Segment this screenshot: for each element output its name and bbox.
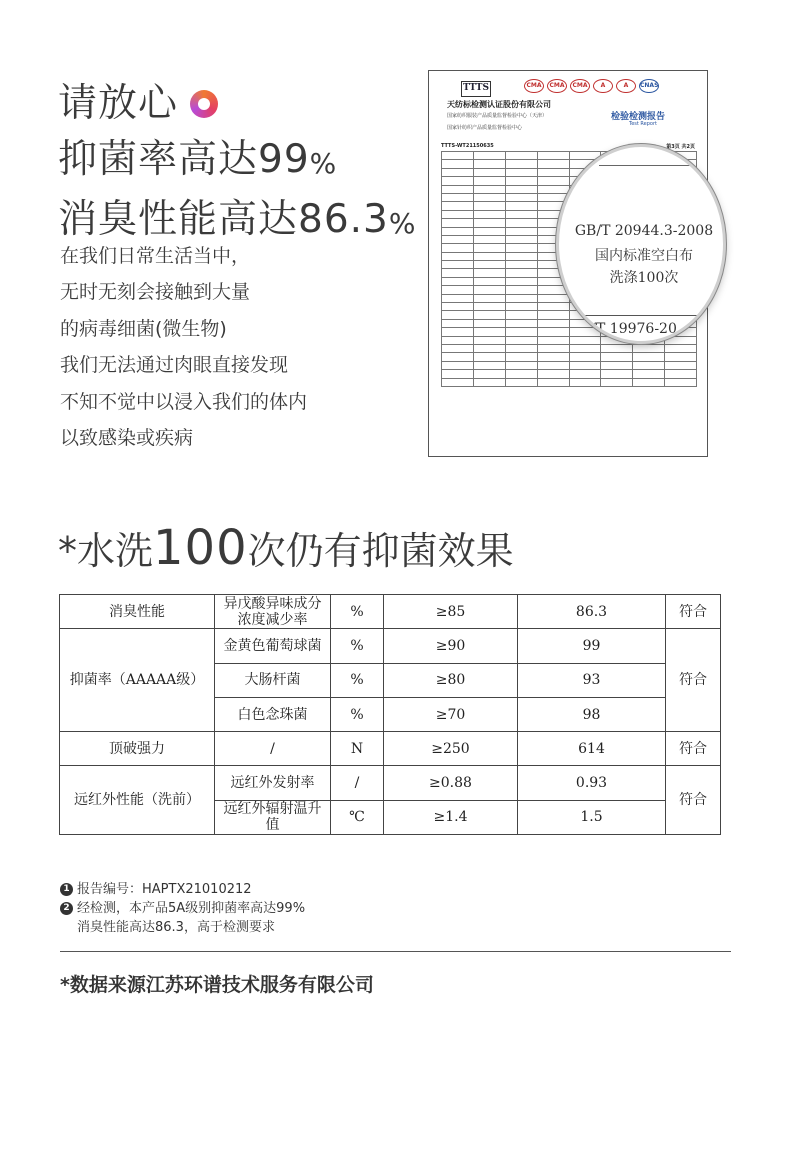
magnifier-blank-cloth: 国内标准空白布 bbox=[595, 248, 693, 264]
report-table-row bbox=[442, 344, 697, 352]
report-table-cell bbox=[442, 261, 474, 269]
report-table-cell bbox=[537, 378, 569, 386]
unit-cell: / bbox=[331, 766, 384, 800]
report-table-cell bbox=[505, 235, 537, 243]
report-table-cell bbox=[473, 303, 505, 311]
report-table-cell bbox=[665, 353, 697, 361]
verdict-cell: 符合 bbox=[666, 766, 721, 835]
report-table-cell bbox=[601, 344, 633, 352]
requirement-cell: ≥90 bbox=[384, 629, 518, 663]
report-table-cell bbox=[473, 185, 505, 193]
report-table-cell bbox=[442, 286, 474, 294]
cma-mark-icon: CMA bbox=[547, 79, 567, 93]
item-cell: 远红外辐射温升值 bbox=[215, 800, 331, 834]
data-source: *数据来源江苏环谱技术服务有限公司 bbox=[60, 974, 374, 996]
report-table-cell bbox=[473, 177, 505, 185]
report-table-cell bbox=[473, 328, 505, 336]
section-title-suffix: 次仍有抑菌效果 bbox=[247, 529, 514, 573]
report-table-cell bbox=[473, 152, 505, 160]
value-cell: 93 bbox=[518, 663, 666, 697]
report-table-cell bbox=[601, 361, 633, 369]
item-cell: 远红外发射率 bbox=[215, 766, 331, 800]
verdict-cell: 符合 bbox=[666, 629, 721, 732]
report-table-cell bbox=[442, 227, 474, 235]
value-cell: 1.5 bbox=[518, 800, 666, 834]
report-table-row bbox=[442, 378, 697, 386]
report-table-cell bbox=[442, 235, 474, 243]
report-table-cell bbox=[633, 370, 665, 378]
category-cell: 抑菌率（AAAAA级） bbox=[60, 629, 215, 732]
report-table-cell bbox=[473, 160, 505, 168]
ring-logo-icon bbox=[190, 90, 218, 118]
report-table-cell bbox=[505, 219, 537, 227]
headline bbox=[58, 78, 416, 250]
report-table-cell bbox=[442, 361, 474, 369]
report-table-cell bbox=[442, 152, 474, 160]
value-cell: 98 bbox=[518, 697, 666, 731]
a-mark-icon: A bbox=[616, 79, 636, 93]
headline-antibacterial-text: 抑菌率高达99 bbox=[58, 137, 310, 182]
report-table-cell bbox=[505, 185, 537, 193]
report-table-cell bbox=[442, 353, 474, 361]
category-cell: 消臭性能 bbox=[60, 595, 215, 629]
a-mark-icon: A bbox=[593, 79, 613, 93]
report-table-cell bbox=[442, 344, 474, 352]
report-table-cell bbox=[473, 344, 505, 352]
report-table-cell bbox=[537, 160, 569, 168]
value-cell: 614 bbox=[518, 732, 666, 766]
unit-cell: % bbox=[331, 629, 384, 663]
report-table-cell bbox=[442, 378, 474, 386]
report-table-cell bbox=[537, 319, 569, 327]
certification-marks bbox=[524, 79, 659, 93]
report-table-cell bbox=[442, 311, 474, 319]
report-table-cell bbox=[473, 370, 505, 378]
report-table-cell bbox=[537, 328, 569, 336]
item-cell: 大肠杆菌 bbox=[215, 663, 331, 697]
report-table-cell bbox=[505, 168, 537, 176]
report-center-1: 国家纺织服装产品质量监督检验中心（天津） bbox=[447, 113, 548, 119]
report-title: 检验检测报告 bbox=[611, 112, 666, 122]
report-table-cell bbox=[505, 353, 537, 361]
report-table-cell bbox=[537, 152, 569, 160]
results-table bbox=[59, 594, 721, 835]
intro-line: 不知不觉中以浸入我们的体内 bbox=[60, 390, 308, 413]
report-table-cell bbox=[505, 210, 537, 218]
divider bbox=[60, 951, 731, 952]
requirement-cell: ≥250 bbox=[384, 732, 518, 766]
item-cell: 异戊酸异味成分浓度减少率 bbox=[215, 595, 331, 629]
report-table-cell bbox=[473, 277, 505, 285]
report-table-cell bbox=[537, 370, 569, 378]
report-table-cell bbox=[505, 202, 537, 210]
report-table-cell bbox=[473, 286, 505, 294]
report-table-cell bbox=[537, 344, 569, 352]
headline-percent-unit: % bbox=[388, 207, 417, 240]
verdict-cell: 符合 bbox=[666, 732, 721, 766]
headline-line-2 bbox=[58, 130, 416, 190]
intro-line: 无时无刻会接触到大量 bbox=[60, 281, 251, 304]
report-table-cell bbox=[569, 353, 601, 361]
cma-mark-icon: CMA bbox=[524, 79, 544, 93]
report-table-cell bbox=[442, 210, 474, 218]
report-table-cell bbox=[665, 361, 697, 369]
cnas-mark-icon: CNAS bbox=[639, 79, 659, 93]
requirement-cell: ≥80 bbox=[384, 663, 518, 697]
report-table-cell bbox=[442, 252, 474, 260]
report-table-cell bbox=[505, 193, 537, 201]
report-table-cell bbox=[473, 378, 505, 386]
report-company: 天纺标检测认证股份有限公司 bbox=[447, 100, 551, 109]
report-table-cell bbox=[505, 277, 537, 285]
report-table-cell bbox=[442, 370, 474, 378]
item-cell: / bbox=[215, 732, 331, 766]
verdict-cell: 符合 bbox=[666, 595, 721, 629]
report-table-cell bbox=[601, 353, 633, 361]
report-table-cell bbox=[505, 244, 537, 252]
unit-cell: N bbox=[331, 732, 384, 766]
section-title-prefix: *水洗 bbox=[58, 529, 154, 573]
report-table-cell bbox=[505, 378, 537, 386]
report-table-cell bbox=[473, 311, 505, 319]
requirement-cell: ≥0.88 bbox=[384, 766, 518, 800]
intro-line: 的病毒细菌(微生物) bbox=[60, 317, 227, 340]
note-text: 经检测，本产品5A级别抑菌率高达99% bbox=[77, 901, 306, 916]
report-table-cell bbox=[473, 361, 505, 369]
report-table-cell bbox=[473, 252, 505, 260]
note-2 bbox=[60, 899, 305, 918]
report-table-cell bbox=[473, 202, 505, 210]
report-table-cell bbox=[442, 168, 474, 176]
report-table-cell bbox=[442, 294, 474, 302]
report-table-cell bbox=[505, 152, 537, 160]
unit-cell: ℃ bbox=[331, 800, 384, 834]
report-table-row bbox=[442, 361, 697, 369]
table-row bbox=[60, 629, 721, 663]
unit-cell: % bbox=[331, 697, 384, 731]
note-number-badge: 2 bbox=[60, 902, 73, 915]
item-cell: 白色念珠菌 bbox=[215, 697, 331, 731]
magnifier-standard: GB/T 20944.3-2008 bbox=[574, 223, 714, 239]
report-table-row bbox=[442, 370, 697, 378]
category-cell: 顶破强力 bbox=[60, 732, 215, 766]
report-table-cell bbox=[473, 336, 505, 344]
report-table-cell bbox=[473, 294, 505, 302]
report-table-cell bbox=[569, 378, 601, 386]
report-table-cell bbox=[442, 269, 474, 277]
report-table-cell bbox=[505, 227, 537, 235]
note-text: 报告编号：HAPTX21010212 bbox=[77, 882, 252, 897]
report-table-cell bbox=[473, 261, 505, 269]
report-table-cell bbox=[473, 353, 505, 361]
report-table-cell bbox=[505, 370, 537, 378]
intro-line: 以致感染或疾病 bbox=[60, 427, 194, 450]
report-table-cell bbox=[505, 286, 537, 294]
headline-percent-unit: % bbox=[309, 147, 338, 180]
report-table-cell bbox=[665, 378, 697, 386]
category-cell: 远红外性能（洗前） bbox=[60, 766, 215, 835]
report-subtitle: Test Report bbox=[629, 121, 658, 127]
report-table-cell bbox=[505, 294, 537, 302]
magnifier-top-line bbox=[599, 165, 719, 183]
report-table-cell bbox=[442, 185, 474, 193]
table-row bbox=[60, 595, 721, 629]
report-table-cell bbox=[601, 370, 633, 378]
report-table-cell bbox=[442, 244, 474, 252]
unit-cell: % bbox=[331, 595, 384, 629]
report-table-cell bbox=[505, 160, 537, 168]
report-table-cell bbox=[569, 370, 601, 378]
report-table-cell bbox=[537, 168, 569, 176]
report-table-cell bbox=[473, 210, 505, 218]
report-table-cell bbox=[537, 361, 569, 369]
report-table-cell bbox=[537, 177, 569, 185]
note-number-badge: 1 bbox=[60, 883, 73, 896]
requirement-cell: ≥70 bbox=[384, 697, 518, 731]
note-text-continued: 消臭性能高达86.3，高于检测要求 bbox=[77, 920, 275, 935]
report-table-cell bbox=[505, 328, 537, 336]
report-table-cell bbox=[601, 378, 633, 386]
requirement-cell: ≥1.4 bbox=[384, 800, 518, 834]
headline-reassure-text: 请放心 bbox=[58, 81, 179, 126]
magnifier-wash-count: 洗涤100次 bbox=[609, 270, 679, 286]
intro-line: 在我们日常生活当中， bbox=[60, 245, 251, 267]
report-table-cell bbox=[505, 303, 537, 311]
table-row bbox=[60, 732, 721, 766]
report-table-cell bbox=[537, 185, 569, 193]
report-table-cell bbox=[665, 370, 697, 378]
report-table-cell bbox=[442, 193, 474, 201]
report-number: TTTS-WT21150635 bbox=[441, 143, 494, 149]
requirement-cell: ≥85 bbox=[384, 595, 518, 629]
cma-mark-icon: CMA bbox=[570, 79, 590, 93]
unit-cell: % bbox=[331, 663, 384, 697]
report-table-cell bbox=[537, 336, 569, 344]
report-table-cell bbox=[505, 269, 537, 277]
value-cell: 86.3 bbox=[518, 595, 666, 629]
headline-deodor-text: 消臭性能高达86.3 bbox=[58, 197, 389, 242]
report-table-cell bbox=[505, 177, 537, 185]
report-table-cell bbox=[473, 219, 505, 227]
value-cell: 99 bbox=[518, 629, 666, 663]
report-table-cell bbox=[473, 193, 505, 201]
section-title bbox=[58, 520, 514, 579]
report-table-cell bbox=[633, 361, 665, 369]
report-table-cell bbox=[537, 294, 569, 302]
report-table-cell bbox=[505, 252, 537, 260]
report-table-cell bbox=[569, 361, 601, 369]
magnifier-bottom-standard: B/T 19976-20 bbox=[581, 321, 677, 337]
item-cell: 金黄色葡萄球菌 bbox=[215, 629, 331, 663]
report-table-cell bbox=[473, 269, 505, 277]
magnifier-lens bbox=[556, 144, 726, 344]
report-table-cell bbox=[442, 303, 474, 311]
report-table-cell bbox=[473, 227, 505, 235]
report-table-cell bbox=[442, 219, 474, 227]
report-table-cell bbox=[473, 235, 505, 243]
table-row bbox=[60, 766, 721, 800]
report-table-cell bbox=[537, 303, 569, 311]
report-table-cell bbox=[442, 319, 474, 327]
report-logo: TTTS bbox=[461, 81, 491, 97]
report-table-cell bbox=[569, 336, 601, 344]
report-table-cell bbox=[633, 344, 665, 352]
report-table-cell bbox=[473, 319, 505, 327]
report-table-cell bbox=[537, 353, 569, 361]
report-table-cell bbox=[505, 344, 537, 352]
report-center-2: 国家针纺织产品质量监督检验中心 bbox=[447, 125, 523, 131]
report-table-cell bbox=[473, 244, 505, 252]
notes bbox=[60, 880, 305, 937]
note-1 bbox=[60, 880, 305, 899]
report-table-cell bbox=[442, 177, 474, 185]
headline-line-1 bbox=[58, 78, 416, 130]
report-table-cell bbox=[442, 328, 474, 336]
report-table-cell bbox=[505, 336, 537, 344]
report-table-cell bbox=[633, 353, 665, 361]
report-table-cell bbox=[633, 378, 665, 386]
report-table-cell bbox=[505, 261, 537, 269]
section-title-number: 100 bbox=[153, 520, 248, 576]
report-table-cell bbox=[473, 168, 505, 176]
report-table-cell bbox=[442, 202, 474, 210]
magnifier-divider bbox=[559, 315, 726, 316]
report-table-cell bbox=[442, 160, 474, 168]
report-page: 第3页 共2页 bbox=[666, 144, 695, 150]
report-table-cell bbox=[569, 344, 601, 352]
report-table-row bbox=[442, 353, 697, 361]
intro-line: 我们无法通过肉眼直接发现 bbox=[60, 354, 289, 377]
report-table-cell bbox=[505, 319, 537, 327]
report-table-cell bbox=[505, 361, 537, 369]
value-cell: 0.93 bbox=[518, 766, 666, 800]
report-table-cell bbox=[442, 336, 474, 344]
report-table-cell bbox=[442, 277, 474, 285]
report-table-cell bbox=[665, 344, 697, 352]
intro-paragraph bbox=[60, 238, 307, 456]
report-table-cell bbox=[505, 311, 537, 319]
